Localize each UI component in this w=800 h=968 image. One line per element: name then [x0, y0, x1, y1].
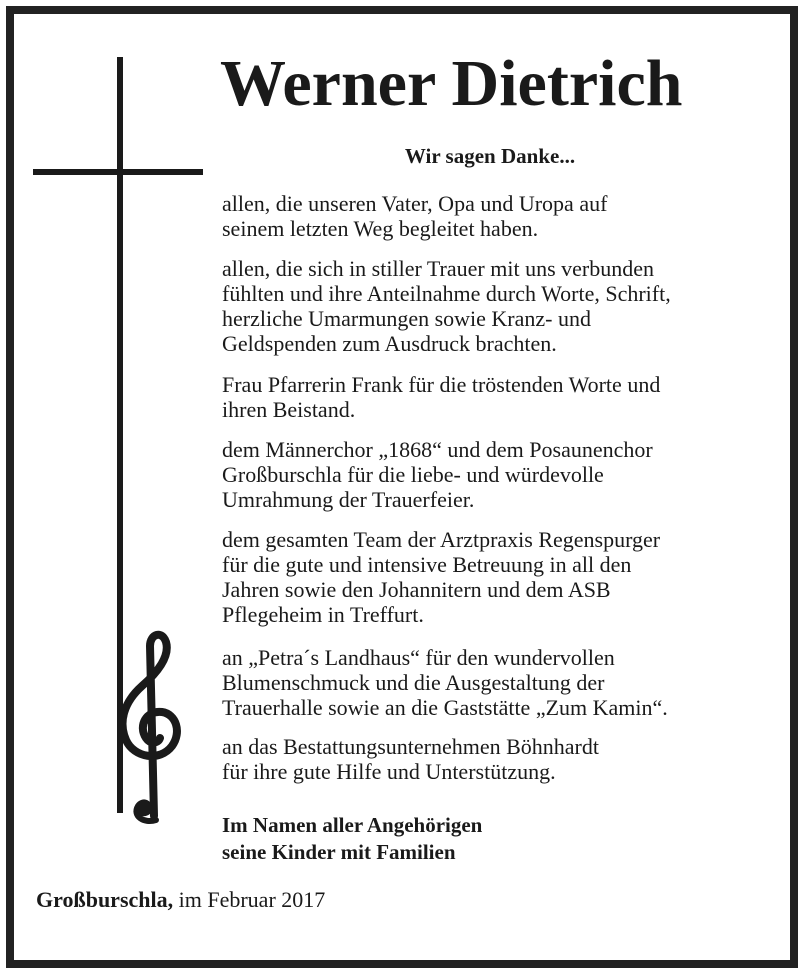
thanks-paragraph: an das Bestattungsunternehmen Böhnhardt für ihre gute Hilfe und Unterstützung. [222, 734, 599, 784]
thanks-paragraph: dem Männerchor „1868“ und dem Posaunenchor Großburschla für die liebe- und würdevolle Umrahmung der Trauerfeier. [222, 437, 653, 512]
place-date [36, 886, 325, 914]
date: im Februar 2017 [178, 887, 326, 912]
signature: Im Namen aller Angehörigen seine Kinder mit Familien [222, 813, 483, 864]
treble-clef-icon [112, 626, 192, 826]
cross-bar [33, 169, 203, 175]
thanks-paragraph: dem gesamten Team der Arztpraxis Regenspurger für die gute und intensive Betreuung in all den Jahren sowie den Johannitern und dem ASB Pflegeheim in Treffurt. [222, 527, 661, 627]
deceased-name: Werner Dietrich [220, 47, 683, 120]
thanks-paragraph: allen, die sich in stiller Trauer mit uns verbunden fühlten und ihre Anteilnahme durch Worte, Schrift, herzliche Umarmungen sowie Kranz- und Geldspenden zum Ausdruck brachten. [222, 256, 671, 356]
thanks-paragraph: Frau Pfarrerin Frank für die tröstenden Worte und ihren Beistand. [222, 372, 661, 422]
place-name: Großburschla, [36, 887, 174, 912]
thanks-paragraph: allen, die unseren Vater, Opa und Uropa auf seinem letzten Weg begleitet haben. [222, 191, 608, 241]
thanks-heading: Wir sagen Danke... [404, 144, 576, 168]
thanks-paragraph: an „Petra´s Landhaus“ für den wundervollen Blumenschmuck und die Ausgestaltung der Trauerhalle sowie an die Gaststätte „Zum Kamin“. [222, 645, 668, 720]
